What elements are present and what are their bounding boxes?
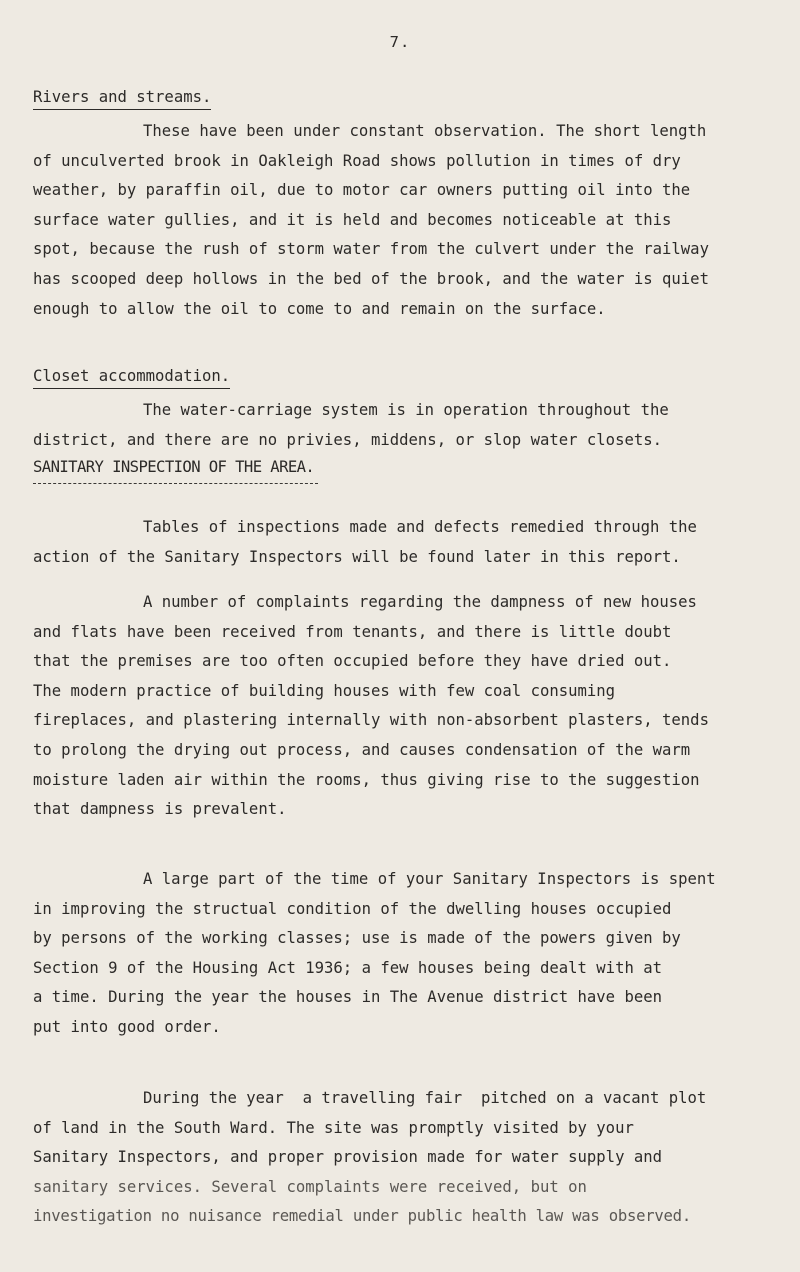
text-line: and flats have been received from tenants, and there is little doubt (33, 622, 672, 641)
text-line: enough to allow the oil to come to and remain on the surface. (33, 299, 606, 318)
page-number: 7. (389, 33, 411, 51)
rivers-heading-text: Rivers and streams. (33, 86, 211, 110)
text-line-content: Tables of inspections made and defects remedied through the (143, 518, 697, 536)
text-line-content: These have been under constant observation. The short length (143, 122, 707, 140)
text-line: that the premises are too often occupied before they have dried out. (33, 652, 672, 671)
text-line: The modern practice of building houses with few coal consuming (33, 681, 616, 700)
rivers-paragraph (33, 117, 778, 324)
text-line: of unculverted brook in Oakleigh Road shows pollution in times of dry (33, 151, 681, 170)
text-line: investigation no nuisance remedial under public health law was observed. (33, 1207, 691, 1226)
text-line (33, 865, 778, 895)
text-line: to prolong the drying out process, and causes condensation of the warm (33, 740, 691, 759)
text-line: a time. During the year the houses in The Avenue district have been (33, 988, 663, 1007)
closet-heading-text: Closet accommodation. (33, 365, 230, 389)
text-line (33, 588, 778, 618)
text-line: in improving the structual condition of the dwelling houses occupied (33, 899, 672, 918)
sanitary-heading-text: SANITARY INSPECTION OF THE AREA. (33, 456, 318, 484)
text-line: put into good order. (33, 1017, 221, 1036)
text-line (33, 117, 778, 147)
text-line: that dampness is prevalent. (33, 800, 287, 819)
text-line-content: A number of complaints regarding the dampness of new houses (143, 593, 697, 611)
text-line (33, 1084, 778, 1114)
text-line: district, and there are no privies, middens, or slop water closets. (33, 430, 663, 449)
text-line: of land in the South Ward. The site was promptly visited by your (33, 1118, 634, 1137)
text-line-content: A large part of the time of your Sanitary Inspectors is spent (143, 870, 716, 888)
text-line-content: The water-carriage system is in operation throughout the (143, 401, 669, 419)
text-line: has scooped deep hollows in the bed of the brook, and the water is quiet (33, 269, 709, 288)
text-line: sanitary services. Several complaints were received, but on (33, 1177, 587, 1196)
closet-paragraph (33, 396, 778, 455)
text-line: weather, by paraffin oil, due to motor car owners putting oil into the (33, 181, 691, 200)
text-line: fireplaces, and plastering internally with non-absorbent plasters, tends (33, 711, 709, 730)
text-line: Sanitary Inspectors, and proper provision made for water supply and (33, 1148, 663, 1167)
text-line (33, 396, 778, 426)
text-line: action of the Sanitary Inspectors will be found later in this report. (33, 547, 681, 566)
sanitary-paragraph-4 (33, 1084, 778, 1232)
text-line-content: During the year a travelling fair pitched on a vacant plot (143, 1089, 707, 1107)
text-line: moisture laden air within the rooms, thus giving rise to the suggestion (33, 770, 700, 789)
sanitary-heading (33, 456, 318, 484)
text-line: surface water gullies, and it is held and becomes noticeable at this (33, 210, 672, 229)
text-line: Section 9 of the Housing Act 1936; a few houses being dealt with at (33, 958, 663, 977)
closet-heading (33, 365, 230, 389)
sanitary-paragraph-1 (33, 513, 778, 572)
text-line (33, 513, 778, 543)
text-line: spot, because the rush of storm water from the culvert under the railway (33, 240, 709, 259)
sanitary-paragraph-2 (33, 588, 778, 825)
sanitary-paragraph-3 (33, 865, 778, 1043)
text-line: by persons of the working classes; use is made of the powers given by (33, 929, 681, 948)
rivers-heading (33, 86, 211, 110)
